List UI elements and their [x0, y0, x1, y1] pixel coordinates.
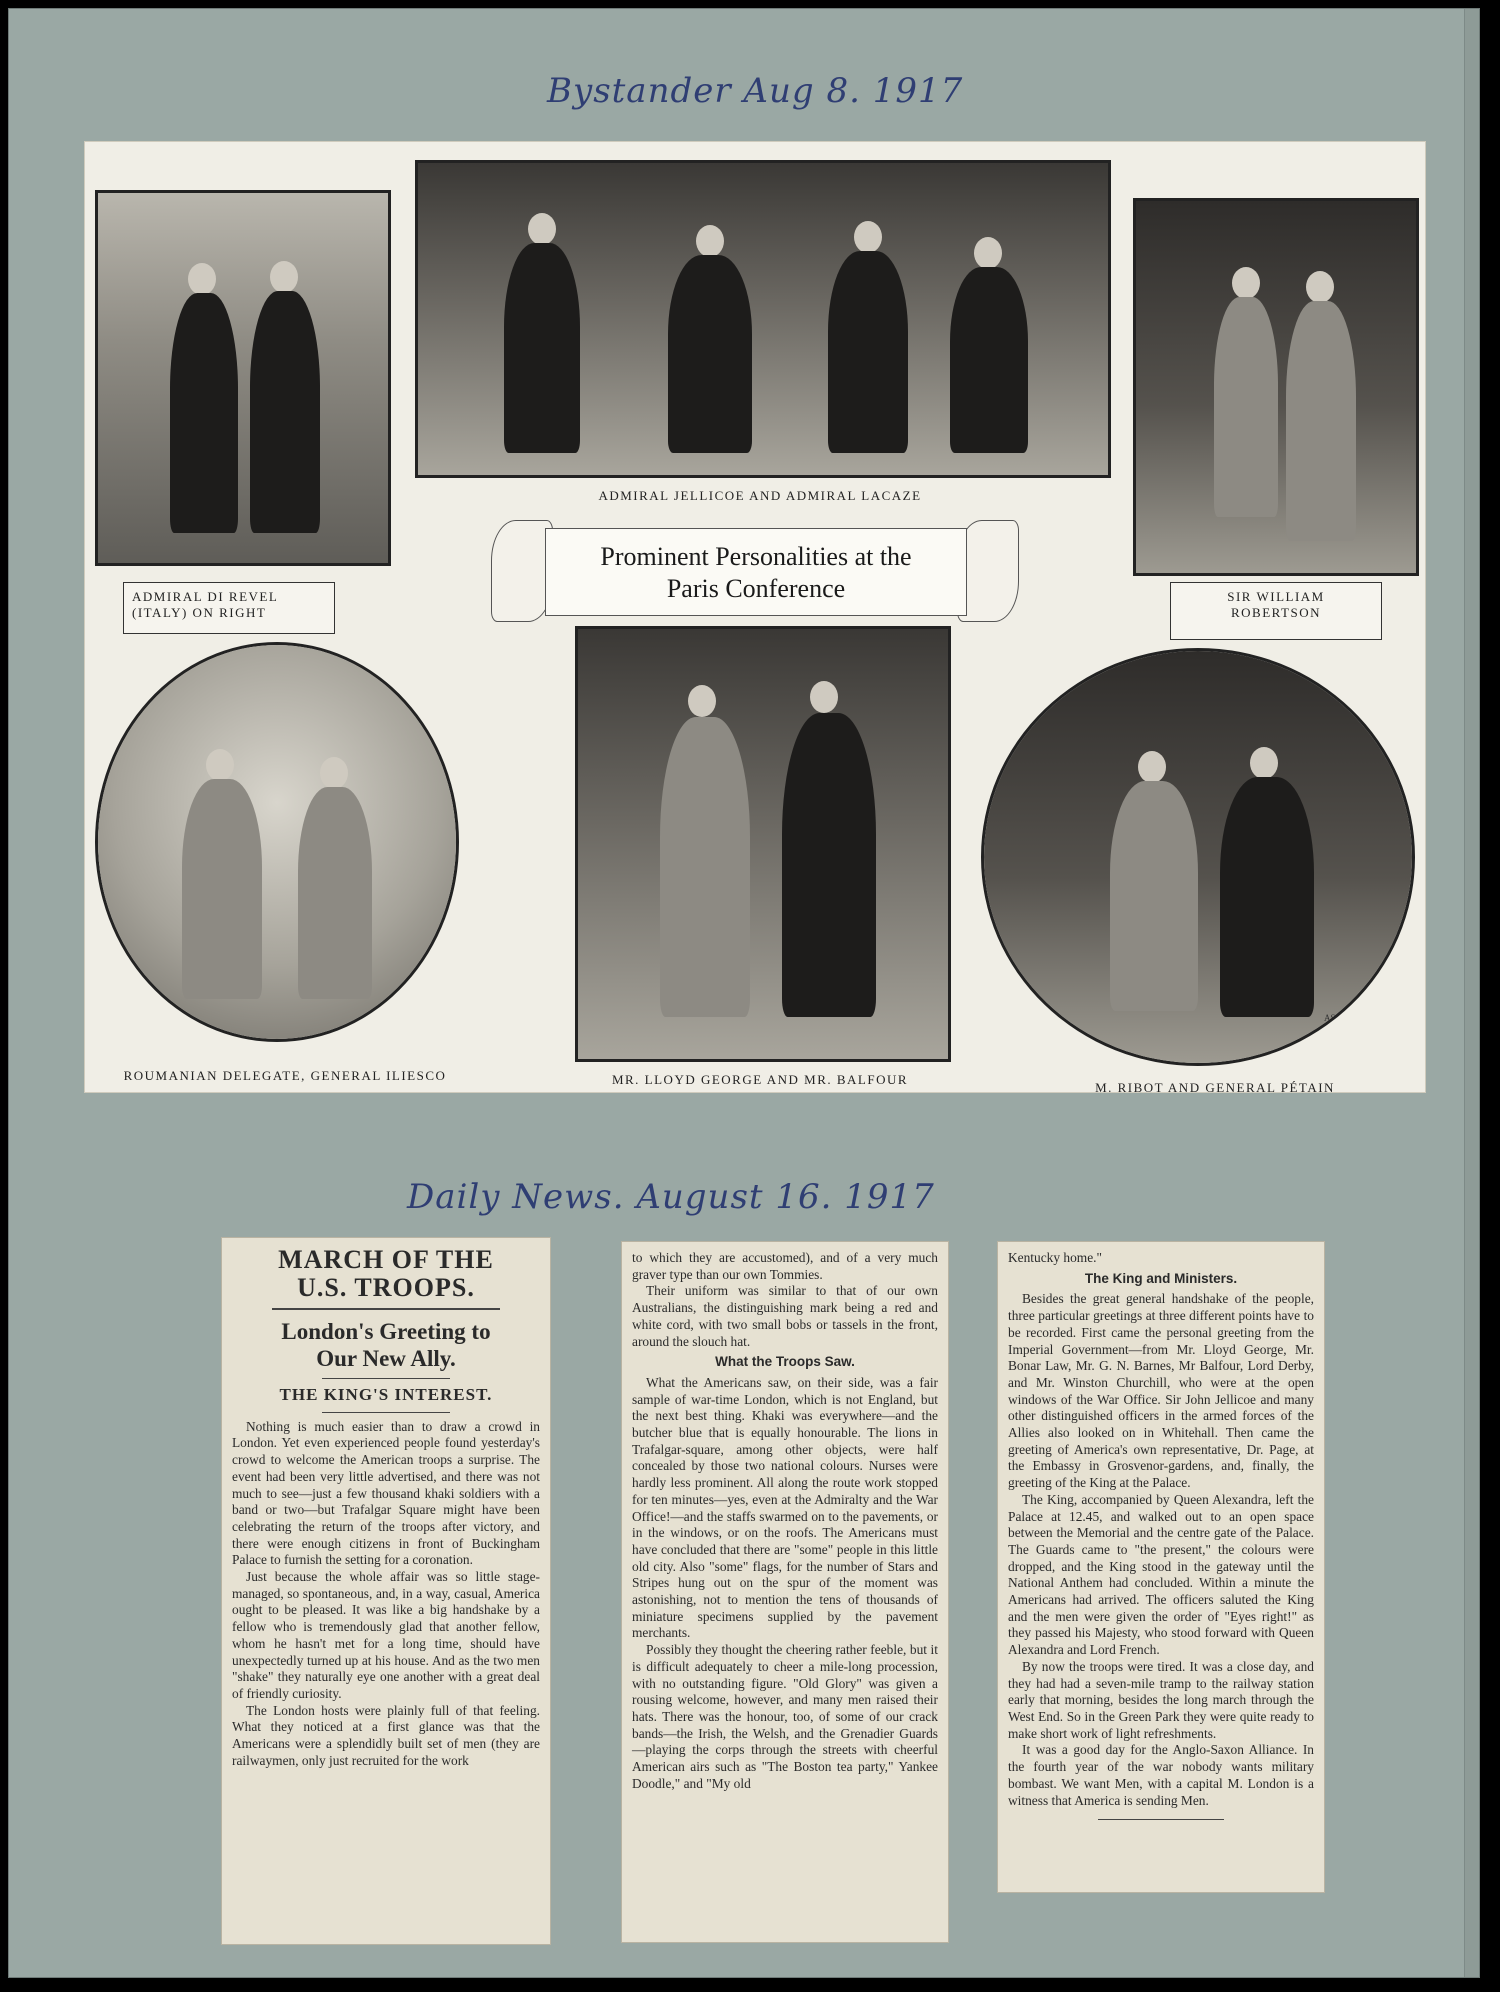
article-headline-line1: MARCH OF THE [278, 1245, 494, 1274]
news-column-1 [221, 1237, 551, 1945]
photo-admiral-di-revel [95, 190, 391, 566]
paragraph: to which they are accustomed), and of a very much graver type than our own Tommies. [632, 1250, 938, 1282]
caption-box-robertson: SIR WILLIAM ROBERTSON [1170, 582, 1382, 640]
news-column-3 [997, 1241, 1325, 1893]
news-column-2 [621, 1241, 949, 1943]
article-subhead-line2: Our New Ally. [316, 1346, 456, 1371]
album-page [8, 8, 1480, 1978]
bystander-clipping [84, 141, 1426, 1093]
paragraph: By now the troops were tired. It was a close day, and they had had a seven-mile tramp to the railway station early that morning, besides the long march through the West End. So in the Green Park they were quite ready to make short work of light refreshments. [1008, 1658, 1314, 1741]
scroll-ornament-left [491, 520, 553, 622]
photo-general-iliesco [95, 642, 459, 1042]
paragraph: Kentucky home." [1008, 1250, 1102, 1265]
photo-lloyd-george-balfour [575, 626, 951, 1062]
photo-admiral-jellicoe-lacaze [415, 160, 1111, 478]
clipping-title-line1: Prominent Personalities at the [600, 542, 912, 571]
paragraph: Possibly they thought the cheering rather feeble, but it is difficult adequately to cheer a mile-long procession, with no outstanding figure. "Old Glory" was given a rousing welcome, however, and many men raised their hats. There was the honour, too, of some of our crack bands—the Irish, the Welsh, and the Grenadier Guards—playing the corps through the streets with cheerful American airs such as "The Boston tea party," Yankee Doodle," and "My old [632, 1642, 938, 1791]
title-banner [515, 520, 995, 630]
paragraph: Besides the great general handshake of the people, three particular greetings at three different points have to be recorded. First came the personal greeting from the Imperial Government—from Mr. Lloyd George, Mr. Bonar Law, Mr. G. N. Barnes, Mr Balfour, Lord Derby, and Mr. Winston Churchill, who were at the open windows of the War Office. Sir John Jellicoe and many other distinguished officers in the armed forces of the Allies also looked on in Whitehall. Then came the greeting of America's own representative, Dr. Page, at the Embassy in Grosvenor-gardens, and, finally, the greeting of the King at the Palace. [1008, 1291, 1314, 1491]
caption-jellicoe: ADMIRAL JELLICOE AND ADMIRAL LACAZE [598, 488, 922, 503]
paragraph: Nothing is much easier than to draw a crowd in London. Yet even experienced people found yesterday's crowd to welcome the American troops a surprise. The event had been very little advertised, and there was not much to see—just a few thousand khaki soldiers with a band or two—but Trafalgar Square might have been celebrating the return of the troops after victory, and there were enough citizens in front of Buckingham Palace to furnish the setting for a coronation. [232, 1418, 540, 1568]
article-headline-line2: U.S. TROOPS. [297, 1273, 475, 1302]
page-spine-edge [1464, 9, 1479, 1977]
paragraph: Just because the whole affair was so little stage-managed, so spontaneous, and, in a way, casual, America ought to be pleased. It was like a big handshake by a fellow who is tremendously glad that another fellow, whom he hasn't met for a long time, should have unexpectedly turned up at his house. And as the two men "shake" they naturally eye one another with a great deal of friendly curiosity. [232, 1569, 540, 1701]
article-subhead-line1: London's Greeting to [281, 1319, 491, 1344]
photo-signature: ASA [1323, 1013, 1342, 1023]
paragraph: The King, accompanied by Queen Alexandra, left the Palace at 12.45, and walked out to an open space between the Memorial and the centre gate of the Palace. The Guards came to "the present," the colours were dropped, and the King stood in the gateway until the National Anthem had concluded. Within a minute the Americans had arrived. The officers saluted the King and the men were given the order of "Eyes right!" as they passed his Majesty, who stood forward with Queen Alexandra and Lord French. [1008, 1491, 1314, 1658]
paragraph: It was a good day for the Anglo-Saxon Alliance. In the fourth year of the war nobody wants military bombast. We want Men, with a capital M. London is a witness that America is sending Men. [1008, 1742, 1314, 1808]
paragraph: The London hosts were plainly full of that feeling. What they noticed at a first glance was that the Americans were a splendidly built set of men (they are railwaymen, only just recruited for the work [232, 1702, 540, 1768]
article-kicker: THE KING'S INTEREST. [279, 1385, 493, 1404]
handwritten-note-bystander: Bystander Aug 8. 1917 [547, 71, 964, 111]
caption-ribot: M. RIBOT AND GENERAL PÉTAIN [1095, 1080, 1335, 1095]
paragraph: Their uniform was similar to that of our own Australians, the distinguishing mark being a red and white cord, with two small bobs or tassels in the front, around the slouch hat. [632, 1283, 938, 1349]
photo-ribot-petain [981, 648, 1415, 1066]
end-rule [1098, 1819, 1224, 1820]
column-2-subheading: What the Troops Saw. [715, 1354, 855, 1370]
caption-lloyd-george: MR. LLOYD GEORGE AND MR. BALFOUR [611, 1072, 909, 1087]
column-3-subheading: The King and Ministers. [1084, 1270, 1238, 1286]
handwritten-note-daily-news: Daily News. August 16. 1917 [407, 1177, 935, 1217]
photo-sir-william-robertson [1133, 198, 1419, 576]
paragraph: What the Americans saw, on their side, was a fair sample of war-time London, which is not England, but the next best thing. Khaki was everywhere—and the butcher blue that is equally honourable. The lions in Trafalgar-square, among other objects, were half concealed by those two national colours. Nurses were hardly less prominent. All along the route work stopped for ten minutes—yes, even at the Admiralty and the War Office!—and the staffs swarmed on to the pavements, or in the windows, or on the roofs. The Americans must have concluded that there are "some" people in this little old city. Also "some" flags, for the number of Stars and Stripes hung out on the spur of the moment was astonishing, not to mention the tens of thousands of miniature specimens supplied by the pavement merchants. [632, 1374, 938, 1641]
clipping-title-line2: Paris Conference [666, 574, 846, 603]
caption-iliesco: ROUMANIAN DELEGATE, GENERAL ILIESCO [123, 1068, 447, 1083]
caption-box-di-revel: ADMIRAL DI REVEL (ITALY) ON RIGHT [123, 582, 335, 634]
